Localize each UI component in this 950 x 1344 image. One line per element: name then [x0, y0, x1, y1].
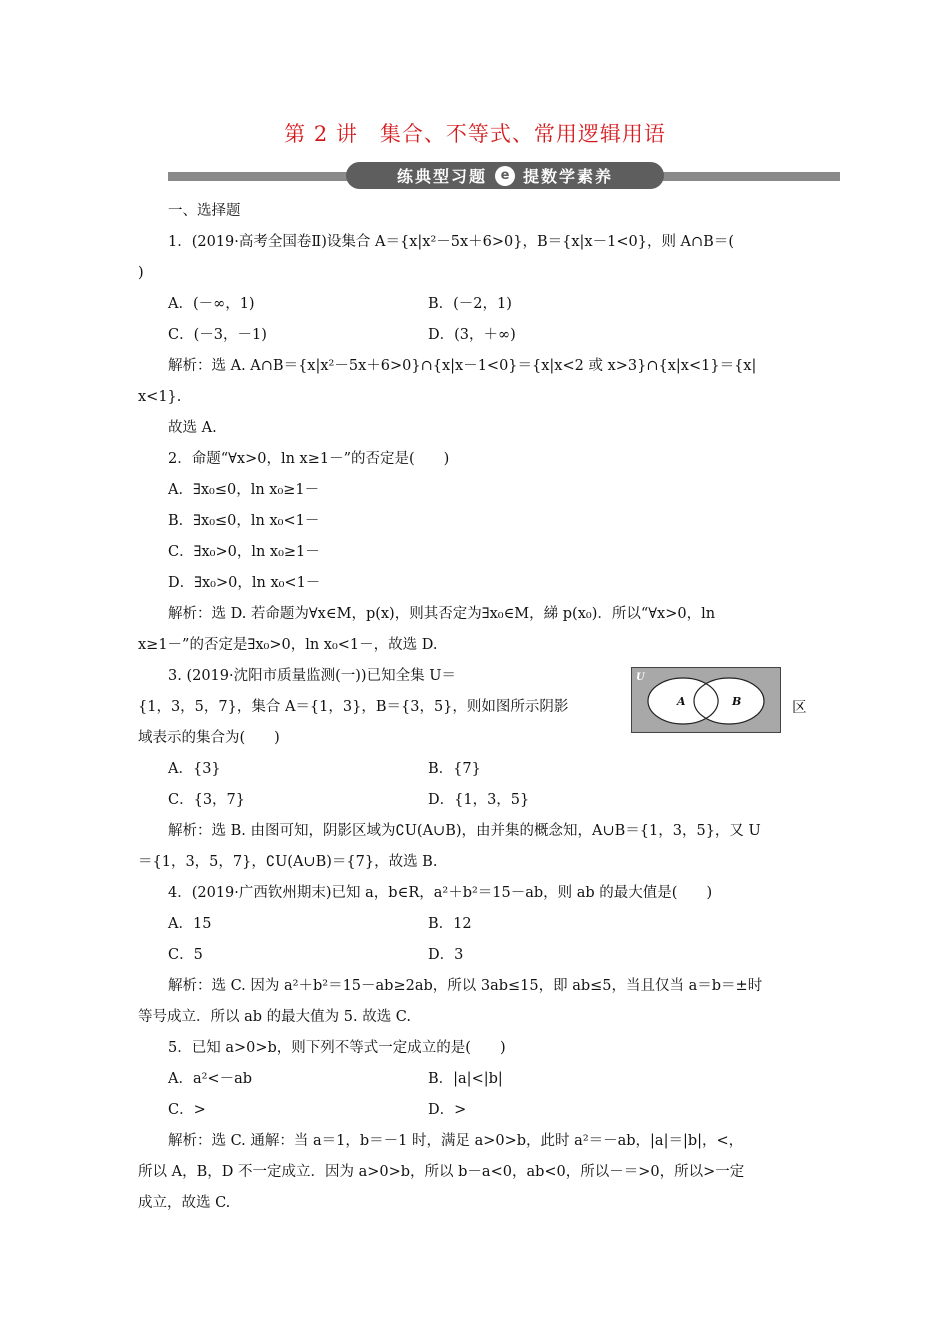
- option-a: A．∃x₀≤0，ln x₀≥1－: [168, 482, 320, 498]
- option-d: D．(3，＋∞): [428, 327, 516, 343]
- question-1-stem: 1．(2019·高考全国卷Ⅱ)设集合 A＝{x|x²－5x＋6>0}，B＝{x|x－1<0}，则 A∩B＝(: [168, 234, 734, 250]
- question-4-options-row-1: [138, 909, 818, 940]
- option-a: A．15: [168, 916, 212, 932]
- question-2-stem: 2．命题“∀x>0，ln x≥1－”的否定是( ): [168, 451, 450, 467]
- option-a: A．a²<－ab: [168, 1071, 253, 1087]
- option-a: A．{3}: [168, 761, 221, 777]
- question-3-stem-end: 域表示的集合为( ): [138, 730, 280, 746]
- question-2-solution-cont: x≥1－”的否定是∃x₀>0，ln x₀<1－，故选 D.: [138, 637, 438, 653]
- option-b: B．(－2，1): [428, 296, 512, 312]
- question-5-solution-end: 成立，故选 C.: [138, 1195, 231, 1211]
- venn-set-b: [694, 678, 764, 724]
- question-3-stem-cont: {1，3，5，7}，集合 A＝{1，3}，B＝{3，5}，则如图所示阴影: [138, 699, 569, 715]
- option-c: C．∃x₀>0，ln x₀≥1－: [168, 544, 320, 560]
- option-b: B．|a|<|b|: [428, 1071, 503, 1087]
- venn-diagram: [631, 667, 781, 733]
- question-3-solution-cont: ＝{1，3，5，7}，∁U(A∪B)＝{7}，故选 B.: [138, 854, 438, 870]
- question-2-solution: 解析：选 D. 若命题为∀x∈M，p(x)，则其否定为∃x₀∈M，綈 p(x₀)．所以“∀x>0，ln: [168, 606, 716, 622]
- question-4-stem: 4．(2019·广西钦州期末)已知 a，b∈R，a²＋b²＝15－ab，则 ab 的最大值是( ): [168, 885, 713, 901]
- option-c: C．(－3，－1): [168, 327, 267, 343]
- question-1-options-row-1: [138, 289, 818, 320]
- section-banner: [168, 160, 840, 192]
- option-c: C．>: [168, 1102, 206, 1118]
- question-3-block: [138, 661, 818, 754]
- question-3-stem: 3. (2019·沈阳市质量监测(一))已知全集 U＝: [168, 668, 456, 684]
- banner-right-text: 提数学素养: [523, 167, 614, 186]
- question-4-solution-cont: 等号成立．所以 ab 的最大值为 5. 故选 C.: [138, 1009, 411, 1025]
- question-3-options-row-1: [138, 754, 818, 785]
- option-b: B．∃x₀≤0，ln x₀<1－: [168, 513, 320, 529]
- question-1-stem-cont: ): [138, 265, 144, 281]
- banner-badge-icon: e: [495, 166, 515, 186]
- page-title: 第 2 讲 集合、不等式、常用逻辑用语: [284, 122, 666, 146]
- option-c: C．{3，7}: [168, 792, 245, 808]
- banner-pill: [346, 162, 664, 189]
- option-d: D．>: [428, 1102, 467, 1118]
- option-c: C．5: [168, 947, 203, 963]
- question-1-solution-cont: x<1}.: [138, 389, 182, 405]
- banner-rule-right: [640, 172, 840, 181]
- question-1-answer: 故选 A.: [168, 420, 217, 436]
- question-4-solution: 解析：选 C. 因为 a²＋b²＝15－ab≥2ab，所以 3ab≤15，即 ab≤5，当且仅当 a＝b＝±时: [168, 978, 763, 994]
- question-3-region-char: 区: [792, 700, 807, 716]
- question-5-solution-cont: 所以 A，B，D 不一定成立．因为 a>0>b，所以 b－a<0，ab<0，所以－＝>0，所以>一定: [138, 1164, 745, 1180]
- exercise-content: [138, 196, 818, 1219]
- question-5-options-row-1: [138, 1064, 818, 1095]
- question-5-stem: 5．已知 a>0>b，则下列不等式一定成立的是( ): [168, 1040, 506, 1056]
- option-d: D．{1，3，5}: [428, 792, 530, 808]
- option-a: A．(－∞，1): [168, 296, 255, 312]
- option-b: B．{7}: [428, 761, 481, 777]
- question-3-options-row-2: [138, 785, 818, 816]
- question-3-solution: 解析：选 B. 由图可知，阴影区域为∁U(A∪B)，由并集的概念知，A∪B＝{1，3，5}，又 U: [168, 823, 761, 839]
- venn-label-b: B: [732, 695, 742, 708]
- question-5-solution: 解析：选 C. 通解：当 a＝1，b＝－1 时，满足 a>0>b，此时 a²＝－ab，|a|＝|b|，<，: [168, 1133, 744, 1149]
- venn-label-u: U: [636, 672, 645, 683]
- question-5-options-row-2: [138, 1095, 818, 1126]
- banner-rule-left: [168, 172, 368, 181]
- option-d: D．3: [428, 947, 464, 963]
- question-4-options-row-2: [138, 940, 818, 971]
- section-heading: 一、选择题: [168, 203, 241, 219]
- question-1-solution: 解析：选 A. A∩B＝{x|x²－5x＋6>0}∩{x|x－1<0}＝{x|x<2 或 x>3}∩{x|x<1}＝{x|: [168, 358, 757, 374]
- banner-left-text: 练典型习题: [396, 167, 487, 186]
- option-b: B．12: [428, 916, 472, 932]
- question-1-options-row-2: [138, 320, 818, 351]
- venn-label-a: A: [677, 695, 686, 708]
- option-d: D．∃x₀>0，ln x₀<1－: [168, 575, 321, 591]
